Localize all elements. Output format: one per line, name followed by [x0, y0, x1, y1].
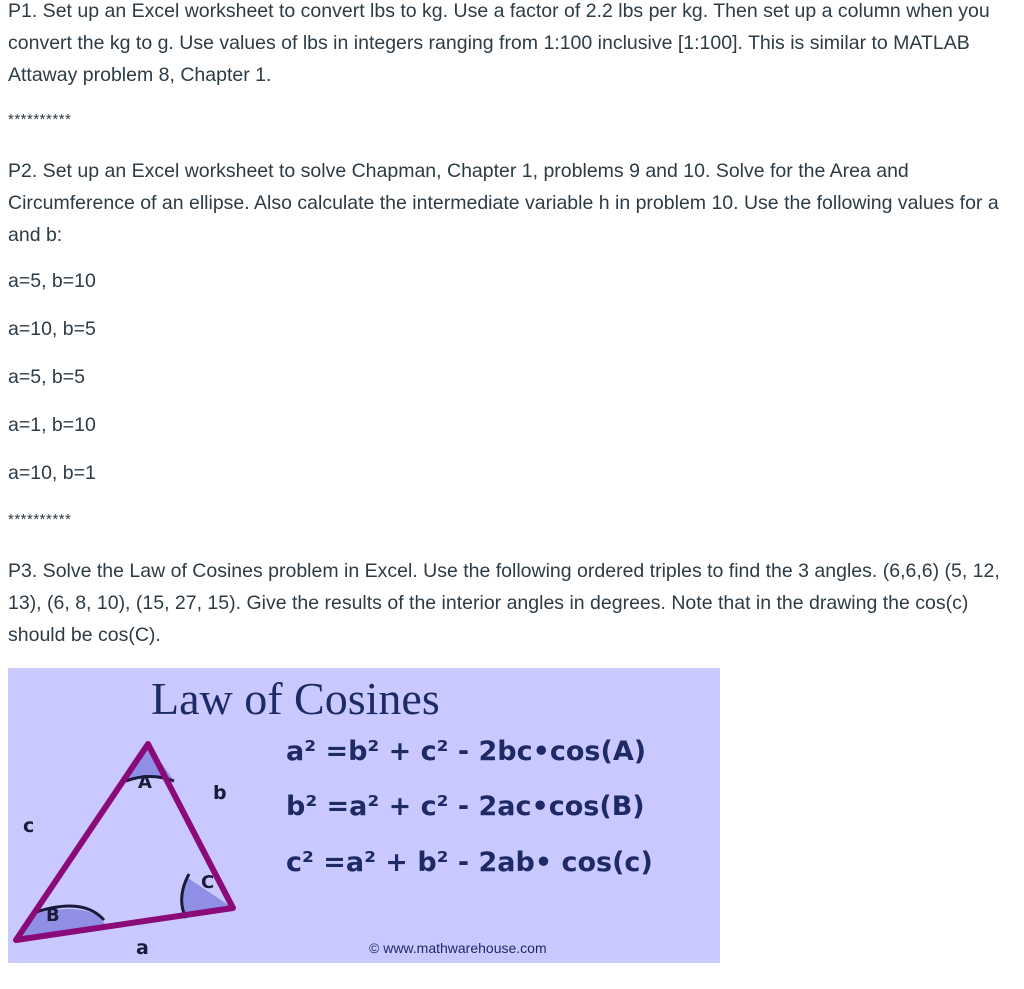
label-angle-c: C — [201, 872, 215, 893]
label-angle-b: B — [46, 905, 60, 926]
value-pair-4: a=1, b=10 — [8, 414, 96, 436]
problem-1-text: P1. Set up an Excel worksheet to convert lbs to kg. Use a factor of 2.2 lbs per kg. Then set up a column when you convert the kg to g. Use values of lbs in integers ranging from 1:100 inclusive [1:100]. This is similar to MATLAB Attaway problem 8, Chapter 1. — [8, 0, 990, 86]
figure-title: Law of Cosines — [151, 673, 440, 724]
formula-a: a² =b² + c² - 2bc•cos(A) — [286, 736, 647, 767]
value-pair-1: a=5, b=10 — [8, 270, 96, 292]
label-side-c: c — [23, 815, 35, 837]
figure-credit: © www.mathwarehouse.com — [369, 940, 547, 956]
law-of-cosines-figure — [8, 668, 720, 963]
label-side-a: a — [136, 937, 149, 959]
separator-1: ********** — [8, 111, 72, 128]
value-pair-3: a=5, b=5 — [8, 366, 85, 388]
formula-b: b² =a² + c² - 2ac•cos(B) — [286, 791, 645, 822]
separator-2: ********** — [8, 511, 72, 528]
problem-3-text: P3. Solve the Law of Cosines problem in Excel. Use the following ordered triples to find the 3 angles. (6,6,6) (5, 12, 13), (6, 8, 10), (15, 27, 15). Give the results of the interior angles in degrees. Note that in the drawing the cos(c) should be cos(C). — [8, 560, 1000, 646]
value-pair-5: a=10, b=1 — [8, 462, 96, 484]
label-angle-a: A — [138, 772, 152, 793]
problem-2-text: P2. Set up an Excel worksheet to solve Chapman, Chapter 1, problems 9 and 10. Solve for the Area and Circumference of an ellipse. Also calculate the intermediate variable h in problem 10. Use the following values for a and b: — [8, 160, 999, 246]
label-side-b: b — [213, 782, 227, 804]
formula-c: c² =a² + b² - 2ab• cos(c) — [286, 847, 653, 878]
value-pair-2: a=10, b=5 — [8, 318, 96, 340]
